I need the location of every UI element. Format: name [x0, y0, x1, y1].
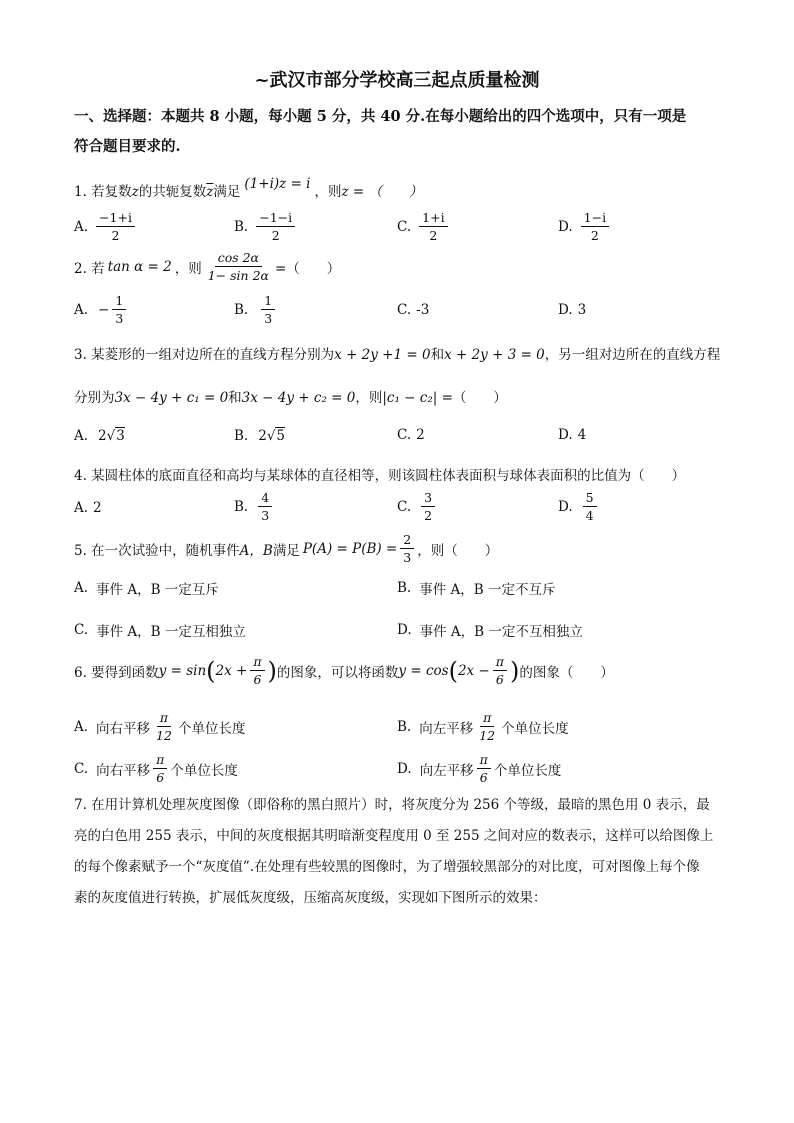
q6-option-a[interactable] [74, 710, 245, 743]
option-label: C. [397, 427, 412, 443]
fraction-numerator: −1+i [96, 210, 135, 227]
option-label: D. [558, 498, 573, 515]
q4-option-c[interactable] [397, 490, 438, 523]
q4-option-d[interactable] [558, 490, 600, 523]
option-text-post: 个单位长度 [177, 720, 246, 737]
option-text-pre: 向右平移 [96, 720, 151, 737]
question-4-stem: 4. 某圆柱体的底面直径和高均与某球体的直径相等，则该圆柱体表面积与球体表面积的比值为（ ） [74, 468, 686, 484]
q2-text-mid: ，则 [174, 260, 202, 277]
option-fraction [256, 210, 295, 243]
q7-line: 7. 在用计算机处理灰度图像（即俗称的黑白照片）时，将灰度分为 256 个等级，最暗的黑色用 0 表示，最 [74, 797, 710, 813]
q3-abs-expression: |c₁ − c₂| = [382, 390, 453, 406]
q3-line2-post: （ ） [452, 390, 507, 406]
option-label: B. [397, 580, 412, 596]
fraction-denominator: 3 [115, 311, 124, 326]
q5-option-c[interactable] [74, 620, 246, 640]
q3-option-a[interactable] [74, 427, 125, 444]
q2-text-post: =（ ） [274, 260, 341, 277]
question-5-stem [74, 532, 498, 565]
fraction-numerator: cos 2α [215, 250, 262, 267]
option-label: A. [74, 500, 89, 516]
option-text: 2 [416, 427, 425, 443]
fraction-numerator: 1+i [419, 210, 447, 227]
option-label: B. [234, 218, 249, 235]
option-label: D. [397, 622, 412, 638]
q3-equation-1: x + 2y +1 = 0 [334, 347, 431, 363]
fraction-numerator: 3 [421, 490, 435, 507]
fraction-denominator: 2 [424, 508, 433, 523]
option-label: D. [558, 427, 573, 443]
option-text-post: 个单位长度 [493, 762, 562, 779]
q6-function-1: y = sin [158, 662, 207, 679]
option-label: A. [74, 580, 89, 596]
option-fraction [421, 490, 435, 523]
q6-function-2: y = cos [398, 662, 449, 679]
fraction-numerator: π [153, 752, 167, 769]
option-fraction [153, 710, 175, 743]
fraction-denominator: 6 [479, 770, 488, 785]
option-label: C. [397, 498, 412, 515]
option-fraction [112, 293, 126, 326]
fraction-denominator: 6 [253, 672, 262, 687]
q3-option-c[interactable] [397, 427, 425, 443]
q5-equation: P(A) = P(B) = [302, 540, 398, 557]
q1-equation: (1+i)z = i [244, 176, 311, 192]
q3-and-1: 和 [430, 347, 445, 363]
fraction-numerator: 1 [261, 293, 275, 310]
fraction-denominator: 2 [271, 228, 280, 243]
option-fraction [476, 710, 498, 743]
open-paren-icon: ( [448, 656, 458, 685]
option-coefficient: 2 [258, 427, 267, 444]
q2-option-d[interactable] [558, 302, 586, 318]
section-heading-line-2: 符合题目要求的. [74, 138, 181, 155]
fraction-denominator: 12 [479, 728, 496, 743]
fraction-denominator: 12 [156, 728, 172, 743]
question-3-stem-line-1 [74, 343, 720, 363]
q6-text-mid: 的图象，可以将函数 [276, 664, 399, 681]
q1-text-mid1: 的共轭复数 [138, 184, 207, 200]
q1-text-mid2: 满足 [213, 184, 241, 200]
q4-option-a[interactable] [74, 500, 102, 516]
fraction-numerator: 1−i [581, 210, 609, 227]
q6-text-post: 的图象（ ） [519, 664, 614, 681]
option-fraction [258, 490, 272, 523]
option-fraction [477, 752, 491, 785]
fraction-numerator: π [477, 752, 491, 769]
question-2-stem [74, 250, 340, 283]
question-1-stem [74, 176, 423, 200]
q7-line: 亮的白色用 255 表示，中间的灰度根据其明暗渐变程度用 0 至 255 之间对应的数表示，这样可以给图像上 [74, 828, 714, 844]
option-text: 2 [93, 500, 102, 516]
option-label: A. [74, 301, 89, 318]
q6-option-d[interactable] [397, 752, 561, 785]
section-heading-line-1: 一、选择题：本题共 8 小题，每小题 5 分，共 40 分.在每小题给出的四个选项中，只有一项是 [74, 108, 687, 125]
q2-option-b[interactable] [234, 293, 278, 326]
q5-text-post: ，则（ ） [417, 542, 499, 559]
q3-option-d[interactable] [558, 427, 586, 443]
fraction-numerator: 4 [258, 490, 272, 507]
fraction-denominator: 2 [590, 228, 599, 243]
q1-ask: z = （ ） [341, 184, 423, 200]
question-7-stem [74, 790, 726, 914]
option-text: 事件 A，B 一定不互相独立 [419, 624, 583, 640]
q3-option-b[interactable] [234, 427, 285, 444]
close-paren-icon: ) [509, 656, 520, 685]
q1-var-zbar: $\overline{z}$ [206, 184, 214, 200]
q3-equation-3: 3x − 4y + c₁ = 0 [114, 390, 229, 406]
option-coefficient: 2 [98, 427, 107, 444]
q1-option-a[interactable] [74, 210, 138, 243]
q1-option-b[interactable] [234, 210, 298, 243]
fraction-numerator: π [157, 710, 171, 727]
option-label: B. [397, 718, 412, 735]
fraction-numerator: 1 [112, 293, 126, 310]
open-paren-icon: ( [206, 656, 216, 685]
q3-line1-post: ，另一组对边所在的直线方程 [544, 347, 721, 363]
q1-text-pre: 1. 若复数 [74, 184, 132, 200]
q5-fraction [400, 532, 414, 565]
q3-equation-4: 3x − 4y + c₂ = 0 [241, 390, 356, 406]
close-paren-icon: ) [267, 656, 277, 685]
q3-line1-pre: 3. 某菱形的一组对边所在的直线方程分别为 [74, 347, 335, 363]
q3-and-2: 和 [228, 390, 242, 406]
option-text-pre: 向左平移 [419, 720, 474, 737]
q6-fraction-1 [250, 654, 264, 687]
fraction-denominator: 3 [403, 550, 412, 565]
option-label: B. [234, 498, 249, 515]
q7-line: 素的灰度值进行转换，扩展低灰度级，压缩高灰度级，实现如下图所示的效果： [74, 890, 547, 906]
option-label: A. [74, 218, 89, 235]
q2-text-pre: 2. 若 [74, 260, 105, 277]
q6-option-b[interactable] [397, 710, 569, 743]
option-fraction [583, 490, 597, 523]
option-label: A. [74, 718, 89, 735]
option-text: 事件 A，B 一定不互斥 [419, 582, 556, 598]
fraction-numerator: 5 [583, 490, 597, 507]
option-radicand: 5 [276, 428, 286, 444]
option-label: C. [397, 302, 412, 318]
fraction-denominator: 2 [429, 228, 438, 243]
q3-equation-2: x + 2y + 3 = 0 [444, 347, 545, 363]
q3-line2-mid: ，则 [355, 390, 383, 406]
q6-text-pre: 6. 要得到函数 [74, 664, 159, 681]
fraction-numerator: π [480, 710, 494, 727]
option-fraction [153, 752, 167, 785]
q6-arg-2: 2x − [457, 662, 490, 679]
q6-fraction-2 [493, 654, 507, 687]
option-label: C. [74, 622, 89, 638]
q1-text-post: ，则 [314, 184, 342, 200]
q5-text-pre: 5. 在一次试验中，随机事件 [74, 542, 240, 559]
fraction-denominator: 4 [585, 508, 594, 523]
fraction-denominator: 2 [111, 228, 120, 243]
fraction-denominator: 6 [156, 770, 165, 785]
option-label: D. [397, 760, 412, 777]
q5-events: A，B [239, 542, 273, 559]
sqrt-symbol-icon: √ [266, 427, 276, 444]
q1-var-z: z [131, 184, 139, 200]
option-label: D. [558, 218, 573, 235]
q1-option-d[interactable] [558, 210, 612, 243]
option-text-post: 个单位长度 [170, 762, 238, 779]
q5-option-b[interactable] [397, 578, 555, 598]
option-label: A. [74, 427, 89, 444]
fraction-denominator: 6 [495, 672, 504, 687]
q5-option-a[interactable] [74, 578, 219, 598]
q1-option-c[interactable] [397, 210, 451, 243]
q4-option-b[interactable] [234, 490, 275, 523]
fraction-numerator: π [250, 654, 264, 671]
option-fraction [261, 293, 275, 326]
q2-option-a[interactable] [74, 293, 129, 326]
exam-title: ~武汉市部分学校高三起点质量检测 [254, 70, 540, 91]
option-text-post: 个单位长度 [501, 720, 569, 737]
option-text-pre: 向左平移 [419, 762, 474, 779]
option-fraction [419, 210, 447, 243]
question-3-stem-line-2 [74, 386, 507, 406]
fraction-denominator: 3 [261, 508, 270, 523]
option-label: C. [397, 218, 412, 235]
fraction-denominator: 1− sin 2α [207, 268, 269, 283]
q7-line: 的每个像素赋予一个“灰度值”.在处理有些较黑的图像时，为了增强较黑部分的对比度，可对图像上每个像 [74, 859, 700, 875]
q5-option-d[interactable] [397, 620, 583, 640]
question-6-stem [74, 654, 614, 687]
option-fraction [581, 210, 609, 243]
fraction-numerator: 2 [400, 532, 414, 549]
option-label: D. [558, 302, 573, 318]
option-text: 事件 A，B 一定互斥 [96, 582, 219, 598]
option-text-pre: 向右平移 [96, 762, 151, 779]
sqrt-symbol-icon: √ [106, 427, 116, 444]
q3-line2-pre: 分别为 [74, 390, 115, 406]
fraction-numerator: −1−i [256, 210, 295, 227]
q6-arg-1: 2x + [215, 662, 248, 679]
fraction-denominator: 3 [264, 311, 273, 326]
option-sign: − [98, 301, 110, 318]
option-text: 事件 A，B 一定互相独立 [96, 624, 246, 640]
q6-option-c[interactable] [74, 752, 238, 785]
q2-option-c[interactable] [397, 302, 429, 318]
q5-text-mid: 满足 [272, 542, 300, 559]
option-fraction [96, 210, 135, 243]
option-radicand: 3 [116, 428, 125, 444]
q2-fraction [205, 250, 272, 283]
option-label: B. [234, 301, 249, 318]
option-text: 3 [577, 302, 587, 318]
option-text: 4 [577, 427, 587, 443]
fraction-numerator: π [493, 654, 507, 671]
option-label: C. [74, 760, 89, 777]
option-label: B. [234, 427, 249, 444]
option-text: -3 [416, 302, 430, 318]
section-heading [74, 102, 724, 162]
q2-condition: tan α = 2 [107, 258, 172, 275]
